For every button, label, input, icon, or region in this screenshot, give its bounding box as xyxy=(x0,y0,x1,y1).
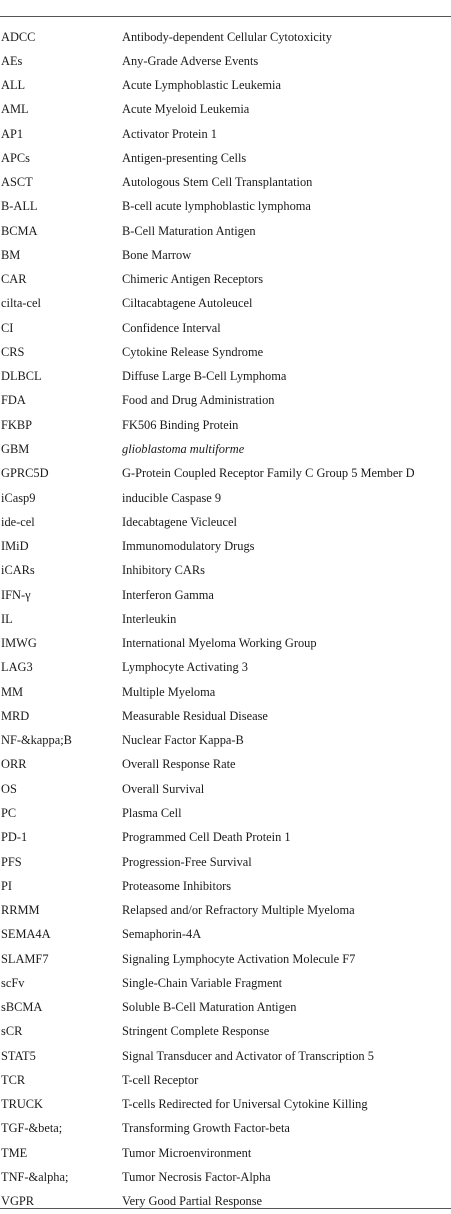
table-row xyxy=(0,874,451,898)
abbreviation-cell: SLAMF7 xyxy=(1,951,49,966)
table-row xyxy=(0,1068,451,1092)
table-row xyxy=(0,194,451,218)
abbreviation-cell: sCR xyxy=(1,1024,23,1039)
abbreviation-cell: TGF-&beta; xyxy=(1,1121,63,1136)
definition-cell: Autologous Stem Cell Transplantation xyxy=(122,175,313,190)
abbreviation-cell: MRD xyxy=(1,708,30,723)
table-row xyxy=(0,413,451,437)
abbreviation-cell: IMiD xyxy=(1,539,29,554)
definition-cell: Overall Survival xyxy=(122,781,205,796)
table-row xyxy=(0,486,451,510)
abbreviation-cell: AP1 xyxy=(1,126,24,141)
definition-cell: Tumor Microenvironment xyxy=(122,1145,252,1160)
definition-cell: Diffuse Large B-Cell Lymphoma xyxy=(122,369,287,384)
abbreviation-cell: CI xyxy=(1,320,14,335)
abbreviation-cell: ALL xyxy=(1,78,26,93)
table-row xyxy=(0,1189,451,1213)
table-bottom-rule xyxy=(0,1208,451,1209)
table-row xyxy=(0,631,451,655)
definition-cell: Activator Protein 1 xyxy=(122,126,217,141)
definition-cell: Soluble B-Cell Maturation Antigen xyxy=(122,1000,297,1015)
definition-cell: Measurable Residual Disease xyxy=(122,708,268,723)
table-row xyxy=(0,122,451,146)
table-row xyxy=(0,801,451,825)
abbreviation-cell: IMWG xyxy=(1,636,37,651)
table-row xyxy=(0,1116,451,1140)
abbreviation-cell: scFv xyxy=(1,975,25,990)
abbreviation-cell: FKBP xyxy=(1,417,32,432)
definition-cell: Confidence Interval xyxy=(122,320,221,335)
table-row xyxy=(0,25,451,49)
table-top-rule xyxy=(0,16,451,17)
table-row xyxy=(0,291,451,315)
abbreviation-cell: GPRC5D xyxy=(1,466,49,481)
table-row xyxy=(0,922,451,946)
abbreviation-cell: IL xyxy=(1,611,13,626)
definition-cell: B-Cell Maturation Antigen xyxy=(122,223,256,238)
definition-cell: G-Protein Coupled Receptor Family C Group 5 Member D xyxy=(122,466,415,481)
abbreviation-cell: LAG3 xyxy=(1,660,33,675)
definition-cell: Tumor Necrosis Factor-Alpha xyxy=(122,1169,271,1184)
abbreviation-cell: SEMA4A xyxy=(1,927,51,942)
definition-cell: International Myeloma Working Group xyxy=(122,636,317,651)
definition-cell: Antigen-presenting Cells xyxy=(122,150,247,165)
table-row xyxy=(0,510,451,534)
definition-cell: Progression-Free Survival xyxy=(122,854,252,869)
table-row xyxy=(0,850,451,874)
table-row xyxy=(0,752,451,776)
abbreviation-cell: TRUCK xyxy=(1,1097,43,1112)
definition-cell: Proteasome Inhibitors xyxy=(122,878,232,893)
abbreviation-cell: ADCC xyxy=(1,29,36,44)
definition-cell: Relapsed and/or Refractory Multiple Myeloma xyxy=(122,903,355,918)
table-row xyxy=(0,364,451,388)
abbreviation-rows xyxy=(0,25,451,1214)
abbreviation-cell: RRMM xyxy=(1,903,40,918)
table-row xyxy=(0,777,451,801)
table-row xyxy=(0,655,451,679)
table-row xyxy=(0,558,451,582)
abbreviation-cell: DLBCL xyxy=(1,369,42,384)
abbreviation-cell: FDA xyxy=(1,393,26,408)
table-row xyxy=(0,825,451,849)
definition-cell: Overall Response Rate xyxy=(122,757,236,772)
definition-cell: T-cell Receptor xyxy=(122,1072,199,1087)
definition-cell: Inhibitory CARs xyxy=(122,563,205,578)
table-row xyxy=(0,219,451,243)
table-row xyxy=(0,316,451,340)
table-row xyxy=(0,971,451,995)
abbreviation-cell: NF-&kappa;B xyxy=(1,733,72,748)
abbreviation-cell: GBM xyxy=(1,442,30,457)
table-row xyxy=(0,73,451,97)
definition-cell: Stringent Complete Response xyxy=(122,1024,270,1039)
table-row xyxy=(0,1165,451,1189)
definition-cell: Single-Chain Variable Fragment xyxy=(122,975,283,990)
table-row xyxy=(0,534,451,558)
definition-cell: inducible Caspase 9 xyxy=(122,490,222,505)
definition-cell: Antibody-dependent Cellular Cytotoxicity xyxy=(122,29,332,44)
definition-cell: Any-Grade Adverse Events xyxy=(122,53,259,68)
definition-cell: Very Good Partial Response xyxy=(122,1194,263,1209)
definition-cell: Food and Drug Administration xyxy=(122,393,275,408)
table-row xyxy=(0,1044,451,1068)
definition-cell: Bone Marrow xyxy=(122,247,192,262)
abbreviation-cell: PI xyxy=(1,878,13,893)
abbreviation-cell: PC xyxy=(1,806,17,820)
table-row xyxy=(0,607,451,631)
table-row xyxy=(0,267,451,291)
abbreviation-cell: OS xyxy=(1,781,17,796)
definition-cell: Idecabtagene Vicleucel xyxy=(122,514,237,529)
abbreviation-cell: IFN-γ xyxy=(1,587,31,602)
table-row xyxy=(0,170,451,194)
definition-cell: Cytokine Release Syndrome xyxy=(122,344,264,359)
table-row xyxy=(0,146,451,170)
abbreviation-cell: AML xyxy=(1,102,29,117)
table-row xyxy=(0,583,451,607)
table-row xyxy=(0,49,451,73)
abbreviation-cell: ORR xyxy=(1,757,27,772)
table-row xyxy=(0,243,451,267)
table-row xyxy=(0,97,451,121)
abbreviation-cell: iCARs xyxy=(1,563,35,578)
abbreviation-cell: cilta-cel xyxy=(1,296,41,311)
definition-cell: Programmed Cell Death Protein 1 xyxy=(122,830,291,845)
definition-cell: Interleukin xyxy=(122,611,177,626)
abbreviation-cell: VGPR xyxy=(1,1194,35,1209)
definition-cell: Lymphocyte Activating 3 xyxy=(122,660,248,675)
definition-cell: Signaling Lymphocyte Activation Molecule F7 xyxy=(122,951,356,966)
table-row xyxy=(0,340,451,364)
abbreviation-cell: B-ALL xyxy=(1,199,38,214)
definition-cell: Plasma Cell xyxy=(122,806,182,820)
abbreviation-cell: PFS xyxy=(1,854,22,869)
abbreviation-cell: BCMA xyxy=(1,223,38,238)
abbreviation-cell: BM xyxy=(1,247,21,262)
abbreviation-cell: CAR xyxy=(1,272,27,287)
definition-cell: Multiple Myeloma xyxy=(122,684,216,699)
definition-cell: Ciltacabtagene Autoleucel xyxy=(122,296,253,311)
abbreviation-cell: MM xyxy=(1,684,24,699)
definition-cell: Semaphorin-4A xyxy=(122,927,202,942)
definition-cell: FK506 Binding Protein xyxy=(122,417,239,432)
definition-cell: glioblastoma multiforme xyxy=(122,442,245,457)
table-row xyxy=(0,680,451,704)
definition-cell: Signal Transducer and Activator of Transcription 5 xyxy=(122,1048,374,1063)
table-row xyxy=(0,1092,451,1116)
abbreviation-cell: ide-cel xyxy=(1,514,35,529)
abbreviation-cell: iCasp9 xyxy=(1,490,36,505)
abbreviation-cell: PD-1 xyxy=(1,830,28,845)
definition-cell: Acute Myeloid Leukemia xyxy=(122,102,250,117)
abbreviation-cell: CRS xyxy=(1,344,25,359)
definition-cell: Immunomodulatory Drugs xyxy=(122,539,255,554)
abbreviation-cell: STAT5 xyxy=(1,1048,36,1063)
table-row xyxy=(0,704,451,728)
definition-cell: Nuclear Factor Kappa-B xyxy=(122,733,244,748)
definition-cell: Chimeric Antigen Receptors xyxy=(122,272,264,287)
abbreviation-cell: ASCT xyxy=(1,175,33,190)
definition-cell: T-cells Redirected for Universal Cytokine Killing xyxy=(122,1097,368,1112)
definition-cell: B-cell acute lymphoblastic lymphoma xyxy=(122,199,311,214)
abbreviation-cell: TME xyxy=(1,1145,28,1160)
table-row xyxy=(0,898,451,922)
table-row xyxy=(0,1019,451,1043)
table-row xyxy=(0,995,451,1019)
abbreviation-cell: sBCMA xyxy=(1,1000,43,1015)
definition-cell: Transforming Growth Factor-beta xyxy=(122,1121,290,1136)
definition-cell: Interferon Gamma xyxy=(122,587,214,602)
table-row xyxy=(0,1141,451,1165)
abbreviation-cell: TCR xyxy=(1,1072,26,1087)
table-row xyxy=(0,947,451,971)
table-row xyxy=(0,728,451,752)
abbreviation-cell: AEs xyxy=(1,53,23,68)
table-row xyxy=(0,461,451,485)
abbreviation-cell: APCs xyxy=(1,150,30,165)
abbreviation-cell: TNF-&alpha; xyxy=(1,1169,69,1184)
table-row xyxy=(0,437,451,461)
table-row xyxy=(0,388,451,412)
definition-cell: Acute Lymphoblastic Leukemia xyxy=(122,78,281,93)
